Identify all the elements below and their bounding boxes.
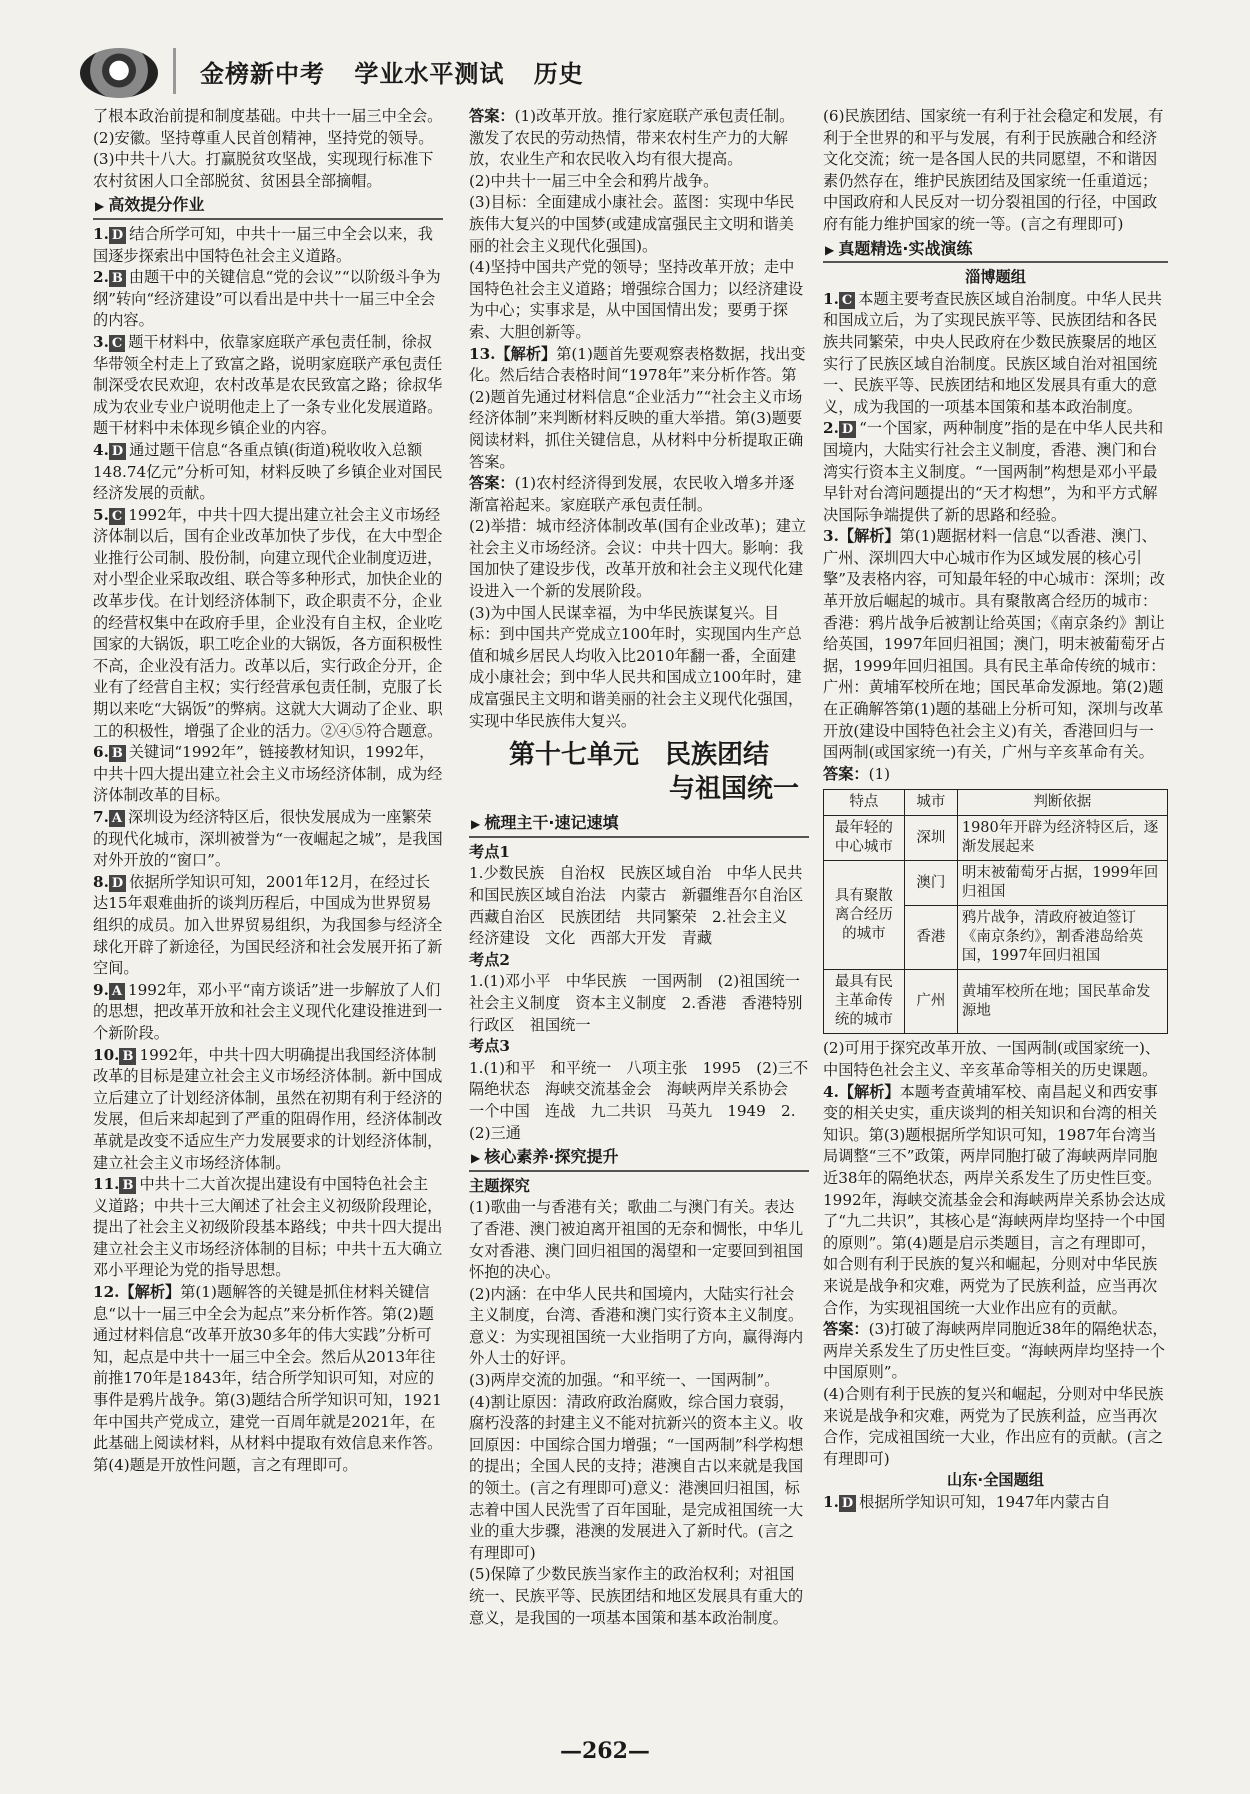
paragraph: 1.(1)邓小平 中华民族 一国两制 (2)祖国统一 社会主义制度 资本主义制度 2.香港 香港特别行政区 祖国统一 — [469, 972, 816, 1034]
unit-title — [469, 738, 809, 806]
paragraph: (4)坚持中国共产党的领导；坚持改革开放；走中国特色社会主义道路；增强综合国力；以经济建设为中心；实事求是，从中国国情出发；要勇于探索、大胆创新等。 — [469, 258, 804, 341]
answer-item: 4. D 通过题干信息“各重点镇(街道)税收收入总额148.74亿元”分析可知，材料反映了乡镇企业对国民经济发展的贡献。 — [93, 440, 443, 503]
section-heading: ▶ 梳理主干·速记速填 — [469, 812, 809, 838]
paragraph: (2)安徽。坚持尊重人民首创精神，坚持党的领导。 — [93, 128, 434, 147]
page-header — [80, 40, 1180, 100]
answer-badge: D — [109, 875, 126, 892]
answer-item: 2. B 由题干中的关键信息“党的会议”“以阶级斗争为纲”转向“经济建设”可以看出是中共十一届三中全会的内容。 — [93, 268, 441, 330]
answer-item: 3. C 题干材料中，依靠家庭联产承包责任制，徐叔华带领全村走上了致富之路，说明家庭联产承包责任制深受农民欢迎，农村改革是农民致富之路；徐叔华成为农业专业户说明他走上了一条专业化发展道路。题干材料中未体现乡镇企业的内容。 — [93, 332, 443, 438]
paragraph: (3)中共十八大。打赢脱贫攻坚战，实现现行标准下农村贫困人口全部脱贫、贫困县全部摘帽。 — [93, 150, 434, 190]
table-header: 城市 — [904, 790, 957, 816]
answer-item: 11. B 中共十二大首次提出建设有中国特色社会主义道路；中共十三大阐述了社会主义初级阶段理论，提出了社会主义初级阶段基本路线；中共十四大提出建立社会主义市场经济体制的目标；中共十五大确立邓小平理论为党的指导思想。 — [93, 1175, 443, 1280]
answer-badge: D — [109, 227, 126, 244]
answer-item: 6. B 关键词“1992年”，链接教材知识，1992年，中共十四大提出建立社会主义市场经济体制，成为经济体制改革的目标。 — [93, 743, 443, 805]
answer-block: 答案：(1)改革开放。推行家庭联产承包责任制。激发了农民的劳动热情，带来农村生产力的大解放，农业生产和农民收入均有很大提高。 — [469, 107, 795, 169]
analysis-item: 13.【解析】第(1)题首先要观察表格数据，找出变化。然后结合表格时间“1978年”来分析作答。第(2)题首先通过材料信息“企业活力”“社会主义市场经济体制”来判断材料反映的重大举措。第(3)题要阅读材料，抓住关键信息，从材料中分析提取正确答案。 — [469, 344, 806, 471]
column-left — [93, 106, 443, 1476]
answer-block: 答案：(3)打破了海峡两岸同胞近38年的隔绝状态，两岸关系发生了历史性巨变。“海峡两岸均坚持一个中国原则”。 — [823, 1320, 1168, 1382]
answer-item: 1. D 结合所学可知，中共十一届三中全会以来，我国逐步探索出中国特色社会主义道路。 — [93, 224, 433, 265]
book-title: 金榜新中考 — [200, 60, 325, 88]
book-topic: 历史 — [533, 60, 584, 88]
header-title — [200, 54, 604, 89]
header-divider — [173, 48, 176, 94]
unit-title-line1: 第十七单元 民族团结 — [508, 740, 769, 771]
paragraph: (3)为中国人民谋幸福，为中华民族谋复兴。目标：到中国共产党成立100年时，实现国内生产总值和城乡居民人均收入比2010年翻一番，全面建成小康社会；到中华人民共和国成立100年时，建成富强民主文明和谐美丽的社会主义现代化强国，实现中华民族伟大复兴。 — [469, 603, 804, 730]
section-heading: ▶ 真题精选·实战演练 — [823, 238, 1168, 264]
column-middle — [469, 106, 824, 1629]
answer-badge: B — [109, 270, 126, 287]
table-row: 香港 鸦片战争，清政府被迫签订《南京条约》，割香港岛给英国，1997年回归祖国 — [824, 906, 1168, 970]
answer-block: 答案：(1)农村经济得到发展，农民收入增多并逐渐富裕起来。家庭联产承包责任制。 — [469, 474, 795, 514]
paragraph: 1.少数民族 自治权 民族区域自治 中华人民共和国民族区域自治法 内蒙古 新疆维吾尔自治区 西藏自治区 民族团结 共同繁荣 2.社会主义 经济建设 文化 西部大开发 青藏 — [469, 864, 819, 948]
table-row: 具有聚散离合经历的城市 澳门 明末被葡萄牙占据，1999年回归祖国 — [824, 861, 1168, 906]
book-subject: 学业水平测试 — [354, 60, 505, 88]
paragraph: 了根本政治前提和制度基础。中共十一届三中全会。 — [93, 107, 443, 125]
paragraph: (4)合则有利于民族的复兴和崛起，分则对中华民族来说是战争和灾难，两党为了民族利益，应当再次合作，完成祖国统一大业，作出应有的贡献。(言之有理即可) — [823, 1384, 1164, 1468]
column-right — [823, 106, 1168, 1513]
paragraph: (3)两岸交流的加强。“和平统一、一国两制”。 — [469, 1371, 780, 1390]
answer-item: 5. C 1992年，中共十四大提出建立社会主义市场经济体制以后，国有企业改革加快了步伐，在大中型企业推行公司制、股份制，向建立现代企业制度迈进，对小型企业采取改组、联合等多种形式，加快企业的改革步伐。在计划经济体制下，政企职责不分，企业的经营权集中在政府手里，企业没有自主权，企业吃国家的大锅饭，职工吃企业的大锅饭，各方面积极性不高，企业没有活力。改革以后，实行政企分开，企业有了经营自主权；实行经营承包责任制，克服了长期以来吃“大锅饭”的弊病。这就大大调动了企业、职工的积极性，增强了企业的活力。②④⑤符合题意。 — [93, 505, 443, 740]
section-heading: ▶ 高效提分作业 — [93, 194, 443, 220]
table-row: 最具有民主革命传统的城市 广州 黄埔军校所在地；国民革命发源地 — [824, 970, 1168, 1034]
answer-badge: B — [119, 1048, 136, 1065]
analysis-item: 3.【解析】第(1)题据材料一信息“以香港、澳门、广州、深圳四大中心城市作为区域发展的核心引擎”及表格内容，可知最年轻的中心城市：深圳；改革开放后崛起的城市。具有聚散离合经历的城市：香港：鸦片战争后被割让给英国；《南京条约》割让给英国，1997年回归祖国；澳门，明末被葡萄牙占据，1999年回归祖国。具有民主革命传统的城市：广州：黄埔军校所在地；国民革命发源地。第(2)题在正确解答第(1)题的基础上分析可知，深圳与改革开放(建设中国特色社会主义)有关，香港回归与一国两制(或国家统一)有关，广州与辛亥革命有关。 — [823, 527, 1166, 762]
paragraph: (1)歌曲一与香港有关；歌曲二与澳门有关。表达了香港、澳门被迫离开祖国的无奈和惆怅，中华儿女对香港、澳门回归祖国的渴望和一定要回到祖国怀抱的决心。 — [469, 1198, 804, 1282]
paragraph: (2)内涵：在中华人民共和国境内，大陆实行社会主义制度，台湾、香港和澳门实行资本主义制度。意义：为实现祖国统一大业指明了方向，赢得海内外人士的好评。 — [469, 1284, 804, 1368]
answer-block: 答案：(1) — [823, 764, 891, 783]
section-heading: ▶ 核心素养·探究提升 — [469, 1146, 809, 1172]
answer-item: 8. D 依据所学知识可知，2001年12月，在经过长达15年艰难曲折的谈判历程后，中国成为世界贸易组织的成员。加入世界贸易组织，为我国参与经济全球化开辟了新途径，为国民经济和社会发展开拓了新空间。 — [93, 872, 443, 978]
answer-badge: B — [119, 1177, 136, 1194]
answer-badge: B — [109, 745, 126, 762]
unit-title-line2: 与祖国统一 — [668, 774, 799, 805]
answer-item: 7. A 深圳设为经济特区后，很快发展成为一座繁荣的现代化城市，深圳被誉为“一夜崛起之城”，是我国对外开放的“窗口”。 — [93, 808, 443, 870]
table-row: 最年轻的中心城市 深圳 1980年开辟为经济特区后，逐渐发展起来 — [824, 816, 1168, 861]
paragraph: (6)民族团结、国家统一有利于社会稳定和发展，有利于全世界的和平与发展，有利于民族融合和经济文化交流；统一是各国人民的共同愿望，不和谐因素仍然存在，维护民族团结及国家统一任重道远；中国政府和人民反对一切分裂祖国的行径，中国政府有能力维护国家的统一等。(言之有理即可) — [823, 107, 1164, 233]
answer-badge: D — [839, 1495, 856, 1512]
group-heading: 淄博题组 — [965, 268, 1026, 287]
paragraph: (5)保障了少数民族当家作主的政治权利；对祖国统一、民族平等、民族团结和地区发展具有重大的意义，是我国的一项基本国策和基本政治制度。 — [469, 1565, 804, 1627]
table-header: 特点 — [824, 790, 905, 816]
answer-badge: C — [839, 292, 855, 309]
paragraph: (2)中共十一届三中全会和鸦片战争。 — [469, 171, 719, 190]
paragraph: (3)目标：全面建成小康社会。蓝图：实现中华民族伟大复兴的中国梦(或建成富强民主文明和谐美丽的社会主义现代化强国)。 — [469, 193, 795, 255]
answer-item: 1. C 本题主要考查民族区域自治制度。中华人民共和国成立后，为了实现民族平等、民族团结和各民族共同繁荣，中央人民政府在少数民族聚居的地区实行了民族区域自治制度。民族区域自治对祖国统一、民族平等、民族团结和地区发展具有重大的意义，成为我国的一项基本国策和基本政治制度。 — [823, 289, 1162, 416]
answer-item: 2. D “一个国家，两种制度”指的是在中华人民共和国境内，大陆实行社会主义制度，香港、澳门和台湾实行资本主义制度。“一国两制”构想是邓小平最早针对台湾问题提出的“天才构想”，为和平方式解决国际争端提供了新的思路和经验。 — [823, 419, 1164, 524]
paragraph: (2)举措：城市经济体制改革(国有企业改革)；建立社会主义市场经济。会议：中共十四大。影响：我国加快了建设步伐，改革开放和社会主义现代化建设进入一个新的发展阶段。 — [469, 517, 807, 601]
city-table — [823, 789, 1168, 1034]
paragraph: (2)可用于探究改革开放、一国两制(或国家统一)、中国特色社会主义、辛亥革命等相关的历史课题。 — [823, 1039, 1161, 1079]
kp-label: 考点3 — [469, 1037, 510, 1056]
answer-badge: D — [109, 443, 126, 460]
answer-badge: D — [839, 421, 856, 438]
answer-badge: A — [109, 983, 125, 1000]
answer-item: 1. D 根据所学知识可知，1947年内蒙古自 — [823, 1492, 1111, 1511]
group-heading: 山东·全国题组 — [947, 1471, 1044, 1490]
kp-label: 考点1 — [469, 842, 510, 861]
answer-badge: C — [109, 335, 125, 352]
answer-item: 10. B 1992年，中共十四大明确提出我国经济体制改革的目标是建立社会主义市场经济体制。新中国成立后建立了计划经济体制，虽然在初期有利于经济的发展，但后来却起到了严重的阻碍作用，经济体制改革就是改变不适应生产力发展要求的计划经济体制，建立社会主义市场经济体制。 — [93, 1045, 443, 1172]
answer-badge: A — [109, 810, 125, 827]
analysis-item: 4.【解析】本题考查黄埔军校、南昌起义和西安事变的相关史实，重庆谈判的相关知识和台湾的相关知识。第(3)题根据所学知识可知，1987年台湾当局调整“三不”政策，两岸同胞打破了海峡两岸同胞近38年的隔绝状态，两岸关系发生了历史性巨变。1992年，海峡交流基金会和海峡两岸关系协会达成了“九二共识”，其核心是“海峡两岸均坚持一个中国的原则”。第(4)题是启示类题目，言之有理即可，如合则有利于民族的复兴和崛起，分则对中华民族来说是战争和灾难，两党为了民族利益，应当再次合作，为实现祖国统一大业作出应有的贡献。 — [823, 1082, 1166, 1317]
table-header: 判断依据 — [957, 790, 1167, 816]
kp-label: 考点2 — [469, 950, 510, 969]
paragraph: (4)割让原因：清政府政治腐败，综合国力衰弱，腐朽没落的封建主义不能对抗新兴的资本主义。收回原因：中国综合国力增强；“一国两制”科学构想的提出；全国人民的支持；港澳自古以来就是我国的领土。(言之有理即可)意义：港澳回归祖国，标志着中国人民洗雪了百年国耻，是完成祖国统一大业的重大步骤，港澳的发展进入了新时代。(言之有理即可) — [469, 1392, 804, 1562]
theme-label: 主题探究 — [469, 1176, 530, 1195]
publisher-logo-icon — [80, 48, 158, 98]
page-number: —262— — [560, 1738, 650, 1764]
analysis-item: 12.【解析】第(1)题解答的关键是抓住材料关键信息“以十一届三中全会为起点”来分析作答。第(2)题通过材料信息“改革开放30多年的伟大实践”分析可知，起点是中共十一届三中全会。然后从2013年往前推170年是1843年，结合所学知识可知，对应的事件是鸦片战争。第(3)题结合所学知识可知，1921年中国共产党成立，建党一百周年就是2021年，在此基础上阅读材料，从材料中提取有效信息来作答。第(4)题是开放性问题，言之有理即可。 — [93, 1283, 443, 1474]
answer-list — [93, 224, 443, 1282]
answer-badge: C — [109, 508, 125, 525]
answer-item: 9. A 1992年，邓小平“南方谈话”进一步解放了人们的思想，把改革开放和社会主义现代化建设推进到一个新阶段。 — [93, 980, 443, 1042]
paragraph: 1.(1)和平 和平统一 八项主张 1995 (2)三不 隔绝状态 海峡交流基金会 海峡两岸关系协会 一个中国 连战 九二共识 马英九 1949 2.(2)三通 — [469, 1058, 824, 1142]
